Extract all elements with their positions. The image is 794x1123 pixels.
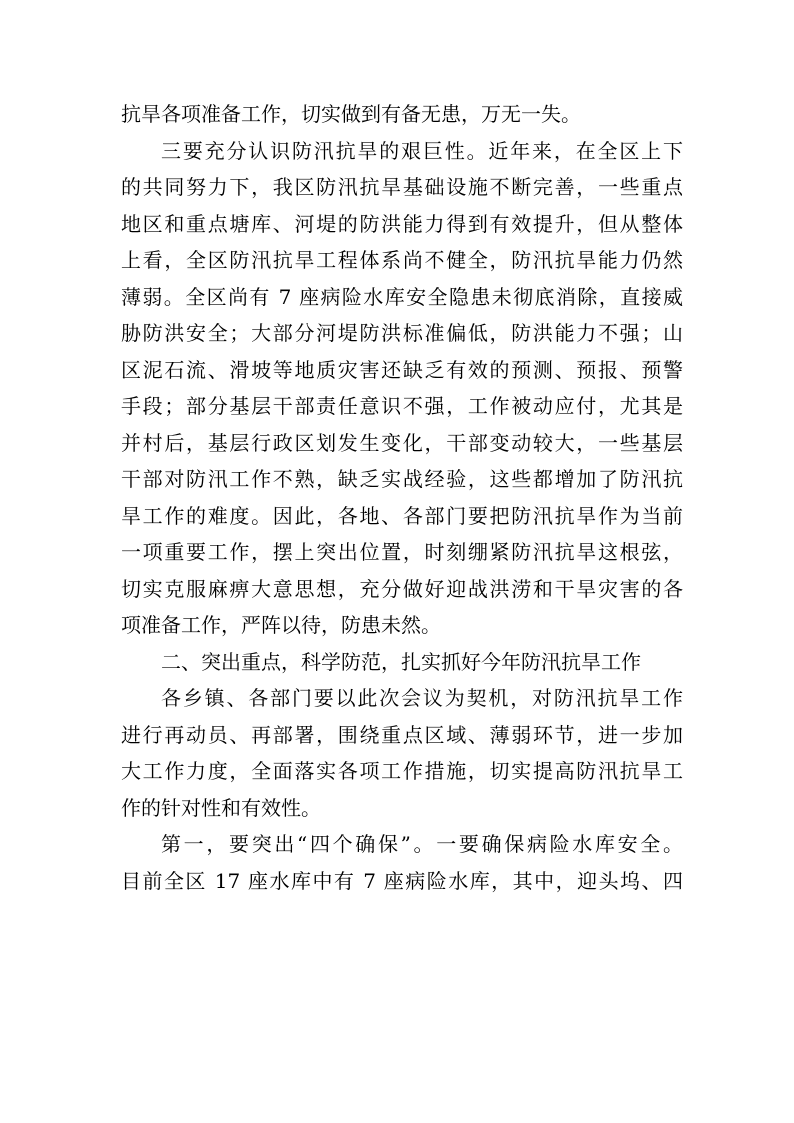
text-line: 干部对防汛工作不熟，缺乏实战经验，这些都增加了防汛抗	[121, 467, 683, 491]
text-line: 大工作力度，全面落实各项工作措施，切实提高防汛抗旱工	[121, 759, 683, 783]
text-line: 薄弱。全区尚有 7 座病险水库安全隐患未彻底消除，直接威	[121, 284, 683, 309]
text-line: 地区和重点塘库、河堤的防洪能力得到有效提升，但从整体	[121, 211, 683, 236]
text-line: 进行再动员、再部署，围绕重点区域、薄弱环节，进一步加	[121, 722, 683, 747]
text-line: 项准备工作，严阵以待，防患未然。	[121, 613, 441, 637]
paragraph-first-line: 第一，要突出“四个确保”。一要确保病险水库安全。	[161, 832, 683, 856]
text-line: 抗旱各项准备工作，切实做到有备无患，万无一失。	[121, 102, 581, 126]
text-line: 旱工作的难度。因此，各地、各部门要把防汛抗旱作为当前	[121, 503, 683, 528]
paragraph-first-line: 各乡镇、各部门要以此次会议为契机，对防汛抗旱工作	[161, 686, 683, 710]
text-line: 区泥石流、滑坡等地质灾害还缺乏有效的预测、预报、预警	[121, 357, 683, 382]
text-line: 目前全区 17 座水库中有 7 座病险水库，其中，迎头坞、四	[121, 868, 683, 893]
text-line: 上看，全区防汛抗旱工程体系尚不健全，防汛抗旱能力仍然	[121, 248, 683, 272]
text-line: 的共同努力下，我区防汛抗旱基础设施不断完善，一些重点	[121, 175, 683, 199]
paragraph-first-line: 三要充分认识防汛抗旱的艰巨性。近年来，在全区上下	[161, 138, 683, 163]
text-line: 手段；部分基层干部责任意识不强，工作被动应付，尤其是	[121, 394, 683, 418]
body-text	[121, 96, 683, 899]
text-line: 一项重要工作，摆上突出位置，时刻绷紧防汛抗旱这根弦，	[121, 540, 683, 564]
text-line: 胁防洪安全；大部分河堤防洪标准偏低，防洪能力不强；山	[121, 321, 683, 345]
text-line: 并村后，基层行政区划发生变化，干部变动较大，一些基层	[121, 430, 683, 455]
section-heading: 二、突出重点，科学防范，扎实抓好今年防汛抗旱工作	[161, 649, 641, 674]
text-line: 作的针对性和有效性。	[121, 795, 321, 820]
text-line: 切实克服麻痹大意思想，充分做好迎战洪涝和干旱灾害的各	[121, 576, 683, 601]
